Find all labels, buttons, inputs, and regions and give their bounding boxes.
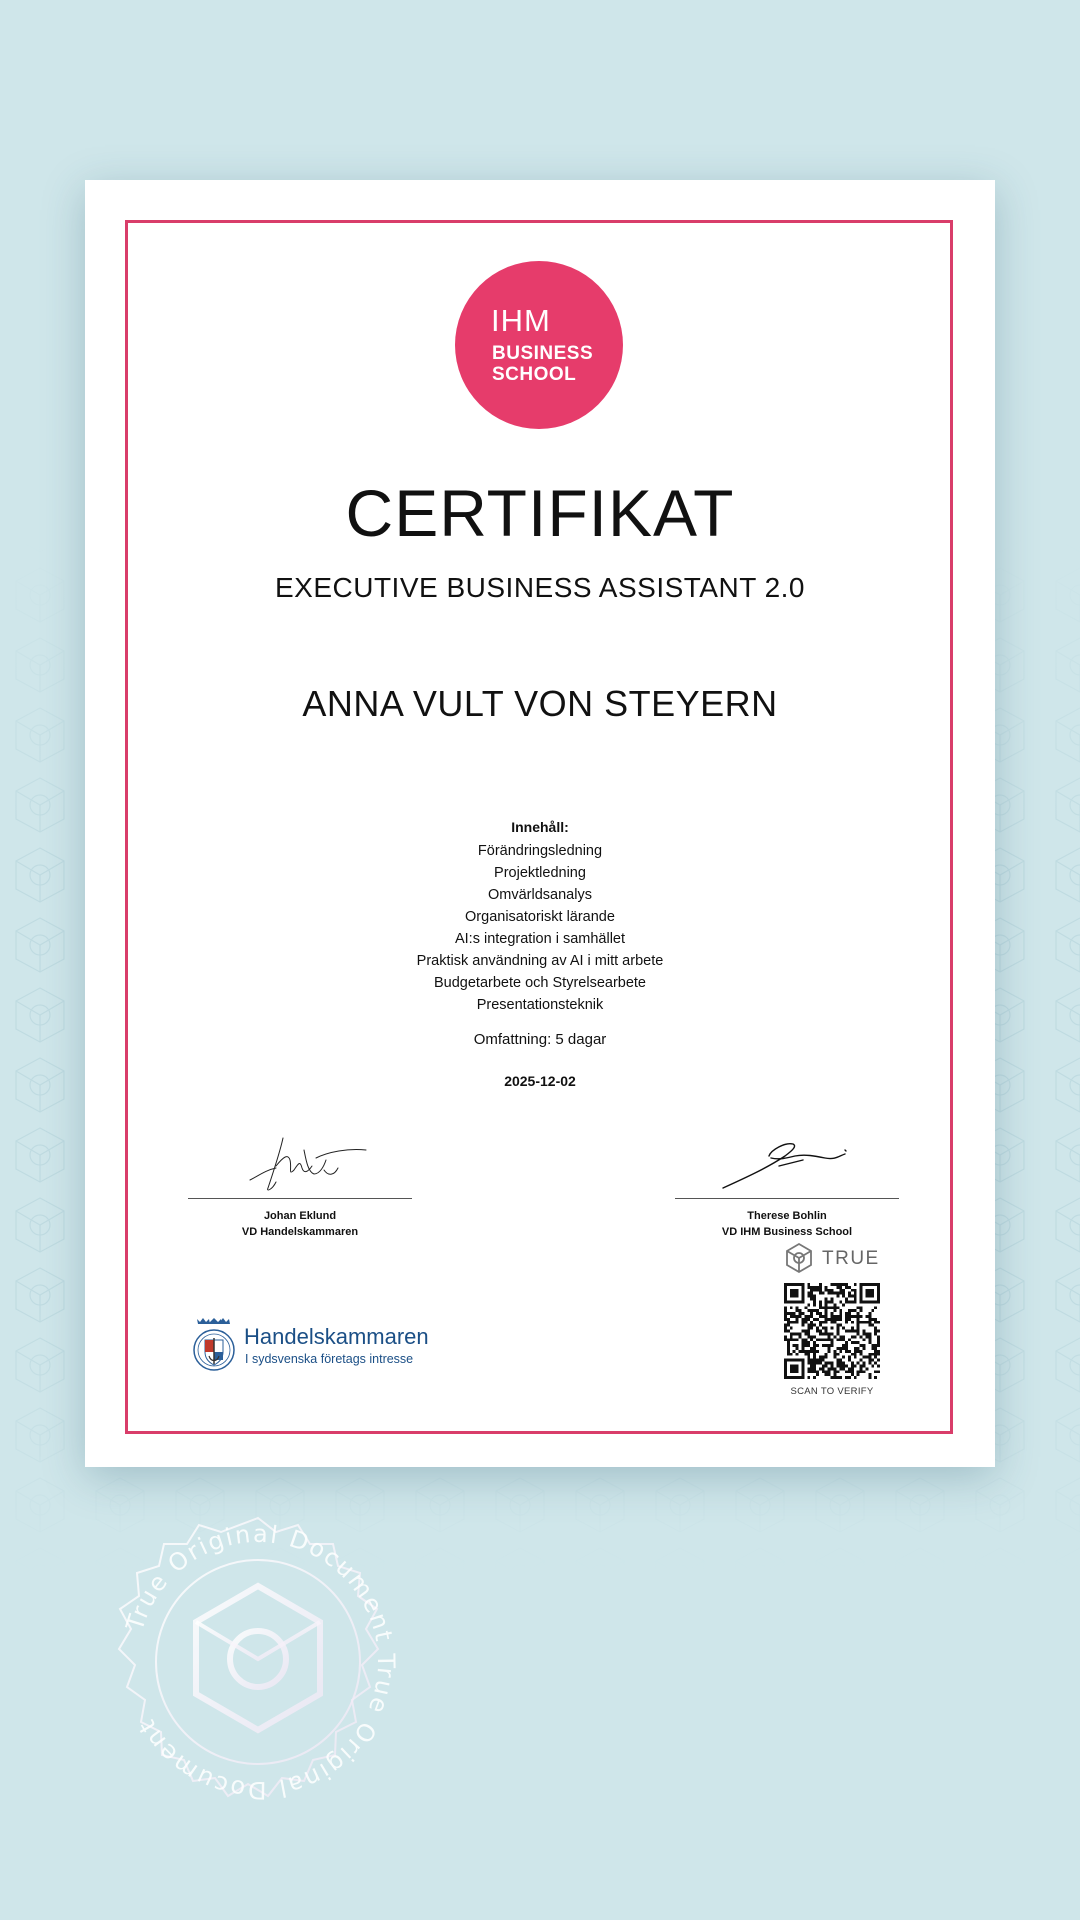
logo-line-school: SCHOOL [492, 364, 577, 385]
handelskammaren-title: Handelskammaren [244, 1324, 429, 1349]
certificate-title: CERTIFIKAT [345, 476, 735, 550]
content-heading: Innehåll: [511, 819, 569, 835]
program-name: EXECUTIVE BUSINESS ASSISTANT 2.0 [274, 572, 806, 603]
logo-line-ihm: IHM [491, 303, 551, 338]
handelskammaren-tagline: I sydsvenska företags intresse [245, 1352, 414, 1366]
seal-text: True Original Document True Original Document [120, 1519, 401, 1805]
true-logo [783, 1242, 883, 1276]
content-item: Organisatoriskt lärande [465, 909, 615, 925]
content-item: Praktisk användning av AI i mitt arbete [416, 953, 664, 969]
signer-name: Johan Eklund [263, 1210, 337, 1222]
true-original-seal [90, 1494, 426, 1830]
signer-name: Therese Bohlin [747, 1210, 827, 1222]
certificate-sheet [85, 180, 995, 1467]
signature-line [188, 1198, 412, 1199]
signer-role: VD Handelskammaren [241, 1226, 359, 1238]
signature-block-right [675, 1130, 899, 1240]
content-item: Förändringsledning [477, 843, 603, 859]
true-brand-text: TRUE [822, 1248, 880, 1269]
verification-qr-code[interactable] [784, 1283, 880, 1379]
handelskammaren-emblem-icon [190, 1318, 238, 1376]
logo-line-business: BUSINESS [492, 343, 594, 364]
signer-role: VD IHM Business School [721, 1226, 853, 1238]
hexagon-cube-icon [783, 1242, 815, 1274]
signature-johan-eklund [188, 1130, 412, 1198]
course-scope: Omfattning: 5 dagar [473, 1031, 607, 1048]
ihm-logo [455, 261, 623, 429]
content-item: Projektledning [494, 865, 586, 881]
recipient-name: ANNA VULT VON STEYERN [302, 683, 778, 724]
content-item: Budgetarbete och Styrelsearbete [434, 975, 646, 991]
scan-to-verify-label: SCAN TO VERIFY [790, 1386, 874, 1397]
content-item: Presentationsteknik [476, 997, 604, 1013]
content-item: Omvärldsanalys [488, 887, 592, 903]
content-list [85, 840, 995, 1016]
content-item: AI:s integration i samhället [454, 931, 626, 947]
svg-text:True Original Document True Or [120, 1520, 400, 1804]
signature-therese-bohlin [675, 1130, 899, 1198]
certificate-date: 2025-12-02 [504, 1073, 576, 1089]
handelskammaren-logo [190, 1318, 450, 1378]
signature-block-left [188, 1130, 412, 1240]
signature-line [675, 1198, 899, 1199]
